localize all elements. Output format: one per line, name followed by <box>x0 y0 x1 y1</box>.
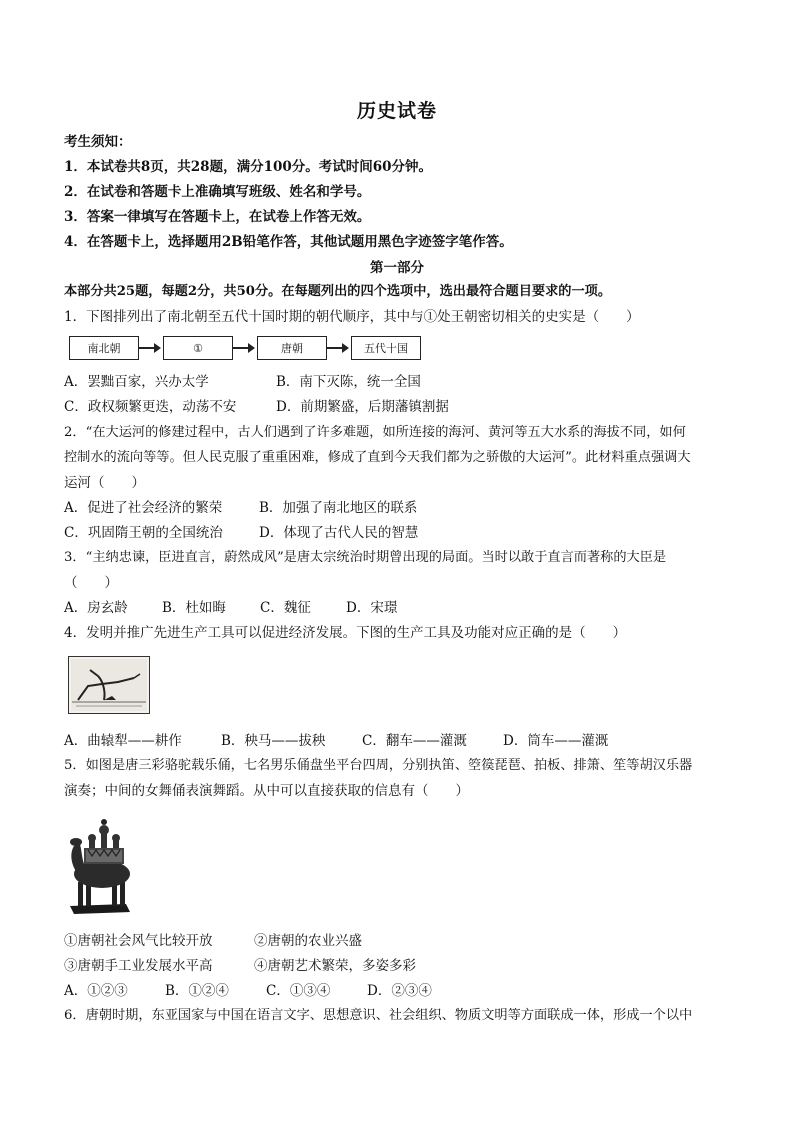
question-5-statements <box>64 956 416 976</box>
notice-item: 3．答案一律填写在答题卡上，在试卷上作答无效。 <box>64 209 371 225</box>
question-5-line: 5．如图是唐三彩骆驼载乐俑，七名男乐俑盘坐平台四周，分别执笛、箜篌琵琶、拍板、排箫、笙等胡汉乐器 <box>64 758 693 773</box>
question-1-stem: 1．下图排列出了南北朝至五代十国时期的朝代顺序，其中与①处王朝密切相关的史实是（ ） <box>64 309 640 325</box>
question-1-options <box>64 372 421 392</box>
question-3-line: （ ） <box>64 575 118 591</box>
option: C．翻车——灌溉 <box>362 733 467 749</box>
question-4-stem: 4．发明并推广先进生产工具可以促进经济发展。下图的生产工具及功能对应正确的是（ ） <box>64 625 627 641</box>
statement: ②唐朝的农业兴盛 <box>254 933 362 949</box>
statement: ④唐朝艺术繁荣，多姿多彩 <box>254 958 416 974</box>
option: A．房玄龄 <box>64 600 128 616</box>
option: C．政权频繁更迭，动荡不安 <box>64 399 237 415</box>
option: B．加强了南北地区的联系 <box>259 500 418 516</box>
notice-item: 4．在答题卡上，选择题用2B铅笔作答，其他试题用黑色字迹签字笔作答。 <box>64 234 513 250</box>
option: D．宋璟 <box>346 600 398 616</box>
option: D．前期繁盛，后期藩镇割据 <box>276 399 449 415</box>
option: B．秧马——拔秧 <box>221 733 326 749</box>
option: B．杜如晦 <box>162 600 226 616</box>
notice-heading: 考生须知： <box>64 134 132 150</box>
option: B．①②④ <box>165 983 229 999</box>
statement: ①唐朝社会风气比较开放 <box>64 933 213 949</box>
arrow-icon <box>139 347 155 349</box>
option: C．①③④ <box>266 983 331 999</box>
notice-item: 2．在试卷和答题卡上准确填写班级、姓名和学号。 <box>64 184 371 200</box>
flow-box: 五代十国 <box>351 336 421 360</box>
option: B．南下灭陈，统一全国 <box>276 374 421 390</box>
question-6-stem: 6．唐朝时期，东亚国家与中国在语言文字、思想意识、社会组织、物质文明等方面联成一体，形成一个以中 <box>64 1008 693 1023</box>
arrow-icon <box>233 347 249 349</box>
option: C．巩固隋王朝的全国统治 <box>64 525 223 541</box>
question-5-options <box>64 981 432 1001</box>
option: A．罢黜百家，兴办太学 <box>64 374 209 390</box>
question-2-line: 运河（ ） <box>64 475 145 491</box>
option: A．曲辕犁——耕作 <box>64 733 182 749</box>
question-1-options <box>64 397 449 417</box>
question-2-options <box>64 498 417 518</box>
option: A．促进了社会经济的繁荣 <box>64 500 223 516</box>
flow-box: 南北朝 <box>69 336 139 360</box>
part-instruction: 本部分共25题，每题2分，共50分。在每题列出的四个选项中，选出最符合题目要求的一项。 <box>64 284 612 299</box>
question-5-statements <box>64 931 362 951</box>
question-2-options <box>64 523 418 543</box>
option: D．②③④ <box>367 983 432 999</box>
question-4-options <box>64 731 608 751</box>
question-5-line: 演奏；中间的女舞俑表演舞蹈。从中可以直接获取的信息有（ ） <box>64 783 469 799</box>
question-3-line: 3．“主纳忠谏，臣进直言，蔚然成风”是唐太宗统治时期曾出现的局面。当时以敢于直言而著称的大臣是 <box>64 550 667 565</box>
option: A．①②③ <box>64 983 128 999</box>
flow-box: ① <box>163 336 233 360</box>
question-2-line: 控制水的流向等等。但人民克服了重重困难，修成了直到今天我们都为之骄傲的大运河”。此材料重点强调大 <box>64 450 691 465</box>
option: D．筒车——灌溉 <box>503 733 609 749</box>
question-3-options <box>64 598 397 618</box>
statement: ③唐朝手工业发展水平高 <box>64 958 213 974</box>
camel-figurine-image <box>64 808 144 920</box>
question-2-line: 2．“在大运河的修建过程中，古人们遇到了许多难题，如所连接的海河、黄河等五大水系的海拔不同，如何 <box>64 425 686 440</box>
flow-box: 唐朝 <box>257 336 327 360</box>
option: C．魏征 <box>260 600 311 616</box>
plow-image <box>68 656 150 714</box>
page-title: 历史试卷 <box>356 100 437 122</box>
option: D．体现了古代人民的智慧 <box>259 525 419 541</box>
arrow-icon <box>327 347 343 349</box>
part-heading: 第一部分 <box>370 260 424 276</box>
notice-item: 1．本试卷共8页，共28题，满分100分。考试时间60分钟。 <box>64 159 433 175</box>
